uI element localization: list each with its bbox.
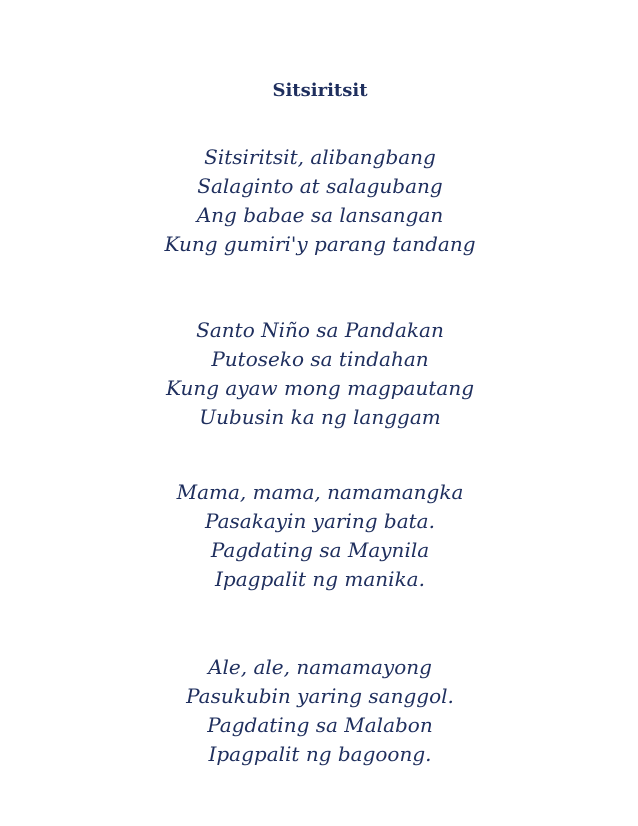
stanza-1: [120, 143, 520, 259]
poem-title: Sitsiritsit: [272, 80, 368, 101]
stanza-line: Uubusin ka ng langgam: [199, 405, 441, 429]
stanza-line: Kung ayaw mong magpautang: [165, 376, 475, 400]
stanza-line: Mama, mama, namamangka: [176, 480, 464, 504]
stanza-4: [120, 653, 520, 769]
stanza-line: Putoseko sa tindahan: [211, 347, 429, 371]
stanza-3: [120, 478, 520, 594]
stanza-line: Pasukubin yaring sanggol.: [186, 684, 454, 708]
stanza-line: Pagdating sa Maynila: [210, 538, 430, 562]
stanza-line: Pagdating sa Malabon: [207, 713, 433, 737]
stanza-line: Kung gumiri'y parang tandang: [164, 232, 476, 256]
stanza-2: [120, 316, 520, 432]
stanza-line: Ang babae sa lansangan: [196, 203, 444, 227]
stanza-line: Ipagpalit ng manika.: [215, 567, 425, 591]
stanza-line: Sitsiritsit, alibangbang: [204, 145, 436, 169]
stanza-line: Pasakayin yaring bata.: [205, 509, 435, 533]
stanza-line: Salaginto at salagubang: [197, 174, 443, 198]
stanza-line: Ale, ale, namamayong: [208, 655, 432, 679]
stanza-line: Santo Niño sa Pandakan: [196, 318, 444, 342]
stanza-line: Ipagpalit ng bagoong.: [208, 742, 432, 766]
